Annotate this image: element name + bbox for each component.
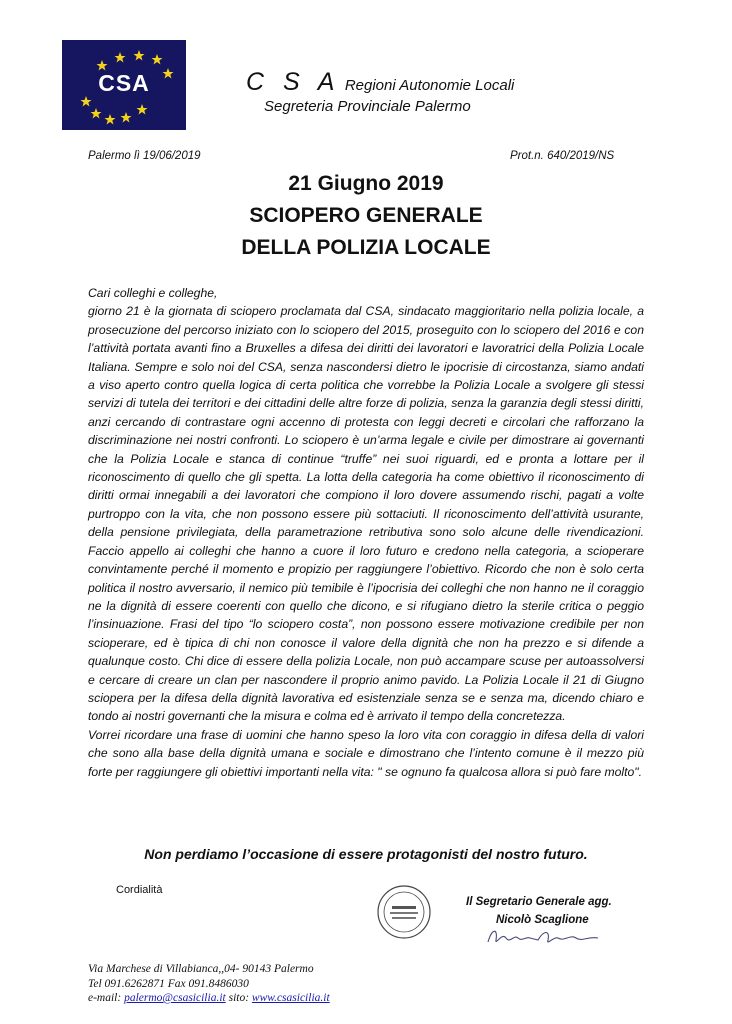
site-label: sito: [228,992,250,1004]
footer-phone: Tel 091.6262871 Fax 091.8486030 [88,977,249,990]
footer-contacts [88,962,330,1006]
salutation: Cari colleghi e colleghe, [88,286,218,300]
signer-name: Nicolò Scaglione [496,914,589,926]
org-subtitle: Segreteria Provinciale Palermo [264,98,471,115]
website-link[interactable]: www.csasicilia.it [251,992,330,1004]
title-date: 21 Giugno 2019 [288,172,444,195]
org-header [246,68,514,115]
greeting: Cordialità [116,884,163,896]
body-paragraph: Vorrei ricordare una frase di uomini che hanno speso la loro vita con coraggio in difesa della di valori che sono alla base della dignità umana e sociale e dimostrano che l’intento comune è il mezzo più forte per raggiungere gli obiettivi importanti nella vita: " se ognuno fa qualcosa allora si può fare molto". [88,727,644,779]
logo-text: CSA [98,70,150,96]
closing-statement: Non perdiamo l’occasione di essere protagonisti del nostro futuro. [144,846,588,862]
place-date: Palermo lì 19/06/2019 [88,150,201,162]
org-name: C S A [246,68,341,96]
protocol-number: Prot.n. 640/2019/NS [510,150,615,162]
csa-logo [62,40,186,130]
email-link[interactable]: palermo@csasicilia.it [124,992,226,1004]
signer-title: Il Segretario Generale agg. [466,896,612,908]
title-subject: DELLA POLIZIA LOCALE [241,236,491,259]
email-label: e-mail: [88,992,122,1004]
footer-web [88,991,330,1006]
body-paragraph: giorno 21 è la giornata di sciopero proclamata dal CSA, sindacato maggioritario nella polizia locale, a prosecuzione del percorso iniziato con lo sciopero del 2015, proseguito con lo sciopero del 2016 e con l’attività portata avanti fino a Bruxelles a difesa dei diritti dei lavoratori e lavoratrici della Polizia Locale Italiana. Sempre e solo noi del CSA, senza nascondersi dietro le ipocrisie di circostanza, siamo andati a viso aperto contro quella logica di certa politica che vorrebbe la Polizia Locale a svolgere gli stessi servizi di tutela dei territori e dei cittadini delle altre forze di polizia, senza la garanzia degli stessi diritti, anzi cercando di contrastare ogni accenno di protesta con leggi decreti e circolari che rafforzano la discriminazione nei nostri confronti. Lo sciopero è un’arma legale e civile per dimostrare ai governanti che la Polizia Locale e stanca di continue “truffe” nei suoi riguardi, ed e pronta a lottare per il riconoscimento di quello che gli spetta. La lotta della categoria ha come obiettivo il riconoscimento di diritti ormai innegabili a dei lavoratori che compiono il loro dovere assumendo rischi, pagati a volte purtroppo con la vita, che non possono essere più sottaciuti. Il riconoscimento dell’attività usurante, della pensione privilegiata, della parametrazione retributiva sono solo alcune delle rivendicazioni. Faccio appello ai colleghi che hanno a cuore il loro futuro e credono nella categoria, a scioperare convintamente perché il momento e propizio per raggiungere l’obiettivo. Ricordo che non è solo certa politica il nostro avversario, il nemico più temibile è l’ipocrisia dei colleghi che non hanno ne il coraggio ne la dignità di essere coerenti con quello che dicono, e si rifugiano dietro la sterile critica o peggio l’insinuazione. Frasi del tipo “lo sciopero costa”, non possono essere motivazione credibile per non scioperare, ed è tipica di chi non conosce il valore della dignità che non ha prezzo e si difende a qualunque costo. Chi dice di essere della polizia Locale, non può accampare scuse per autoassolversi e cercare di creare un clan per nascondere il proprio animo pavido. La Polizia Locale il 21 di Giugno sciopera per la difesa della dignità lavorativa ed esistenziale senza se e senza ma, dicendo chiaro e tondo ai nostri governanti che la misura e colma ed è arrivato il tempo della concretezza. [88,304,644,724]
handwritten-signature [484,920,604,952]
letter-body [88,284,644,781]
stamp-icon [376,884,432,940]
org-region: Regioni Autonomie Locali [344,77,515,94]
footer-address: Via Marchese di Villabianca,,04- 90143 Palermo [88,963,314,975]
title-strike: SCIOPERO GENERALE [249,204,483,227]
